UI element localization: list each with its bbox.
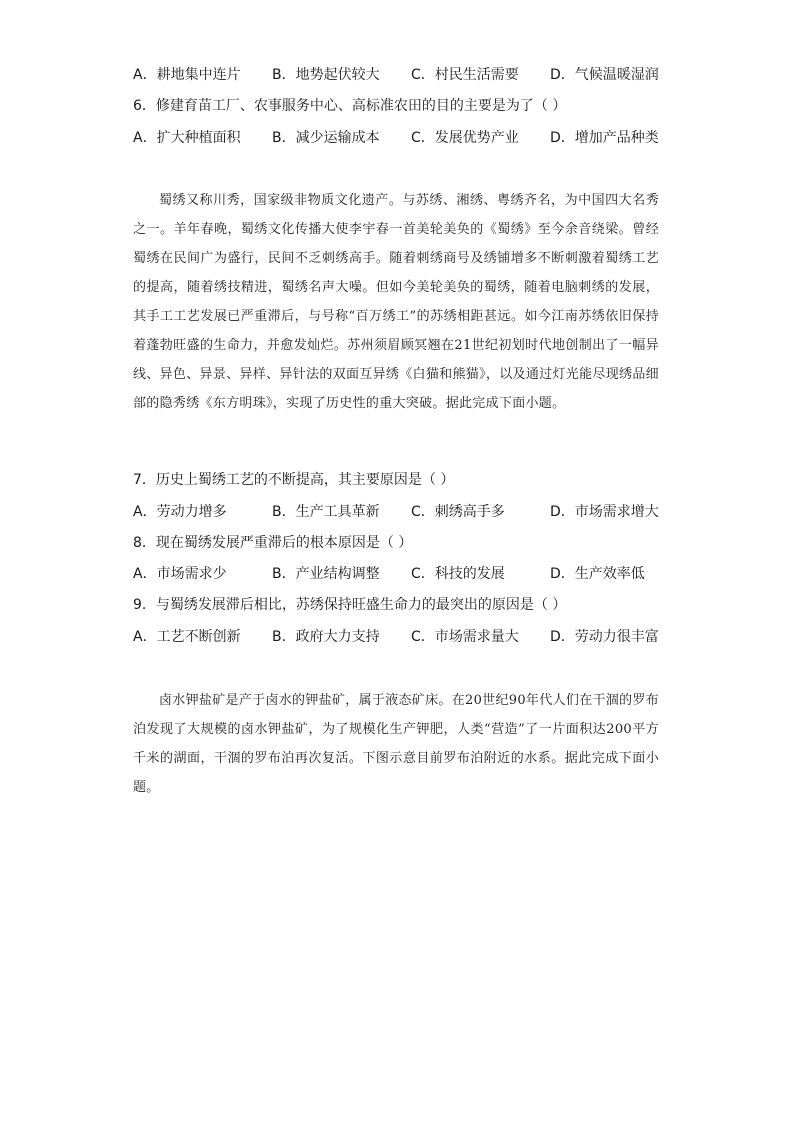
q9-option-a[interactable]: A．工艺不断创新 [133, 629, 241, 645]
q6-options [133, 128, 673, 148]
q9-option-b[interactable]: B．政府大力支持 [272, 629, 380, 645]
q7-option-b[interactable]: B．生产工具革新 [272, 504, 380, 520]
q5-option-b[interactable]: B．地势起伏较大 [272, 67, 380, 83]
q7-option-d[interactable]: D．市场需求增大 [550, 504, 659, 520]
q9-stem: 9．与蜀绣发展滞后相比，苏绣保持旺盛生命力的最突出的原因是（ ） [133, 597, 567, 613]
q7-stem: 7．历史上蜀绣工艺的不断提高，其主要原因是（ ） [133, 472, 455, 488]
q5-options [133, 65, 673, 85]
q8-option-c[interactable]: C．科技的发展 [411, 566, 505, 582]
q6-option-b[interactable]: B．减少运输成本 [272, 130, 380, 146]
q9-options [133, 627, 673, 647]
q6-stem: 6．修建育苗工厂、农事服务中心、高标准农田的目的主要是为了（ ） [133, 98, 567, 114]
q8-stem: 8．现在蜀绣发展严重滞后的根本原因是（ ） [133, 535, 413, 551]
q6-option-d[interactable]: D．增加产品种类 [550, 130, 659, 146]
q5-option-a[interactable]: A．耕地集中连片 [133, 67, 241, 83]
q8-option-a[interactable]: A．市场需求少 [133, 566, 227, 582]
passage-shu-embroidery: 蜀绣又称川秀，国家级非物质文化遗产。与苏绣、湘绣、粤绣齐名，为中国四大名秀之一。羊年春晚，蜀绣文化传播大使李宇春一首美轮美奂的《蜀绣》至今余音绕梁。曾经蜀绣在民间广为盛行，民间不乏刺绣高手。随着刺绣商号及绣铺增多不断刺激着蜀绣工艺的提高，随着绣技精进，蜀绣名声大噪。但如今美轮美奂的蜀绣，随着电脑刺绣的发展，其手工工艺发展已严重滞后，与号称“百万绣工”的苏绣相距甚远。如今江南苏绣依旧保持着蓬勃旺盛的生命力，并愈发灿烂。苏州须眉顾冥翘在21世纪初划时代地创制出了一幅异线、异色、异景、异样、异针法的双面互异绣《白猫和熊猫》，以及通过灯光能尽现绣品细部的隐秀绣《东方明珠》，实现了历史性的重大突破。据此完成下面小题。 [133, 193, 659, 411]
q5-option-d[interactable]: D．气候温暖湿润 [550, 67, 659, 83]
q8-options [133, 564, 673, 584]
q7-options [133, 502, 673, 522]
q9-option-d[interactable]: D．劳动力很丰富 [550, 629, 659, 645]
q6-option-a[interactable]: A．扩大种植面积 [133, 130, 241, 146]
passage-lop-nur-potash: 卤水钾盐矿是产于卤水的钾盐矿，属于液态矿床。在20世纪90年代人们在干涸的罗布泊发现了大规模的卤水钾盐矿，为了规模化生产钾肥，人类“营造”了一片面积达200平方千米的湖面，干涸的罗布泊再次复活。下图示意目前罗布泊附近的水系。据此完成下面小题。 [133, 693, 659, 795]
q7-option-a[interactable]: A．劳动力增多 [133, 504, 227, 520]
q5-option-c[interactable]: C．村民生活需要 [411, 67, 519, 83]
q7-option-c[interactable]: C．刺绣高手多 [411, 504, 505, 520]
q8-option-d[interactable]: D．生产效率低 [550, 566, 645, 582]
q8-option-b[interactable]: B．产业结构调整 [272, 566, 380, 582]
q6-option-c[interactable]: C．发展优势产业 [411, 130, 519, 146]
q9-option-c[interactable]: C．市场需求量大 [411, 629, 519, 645]
